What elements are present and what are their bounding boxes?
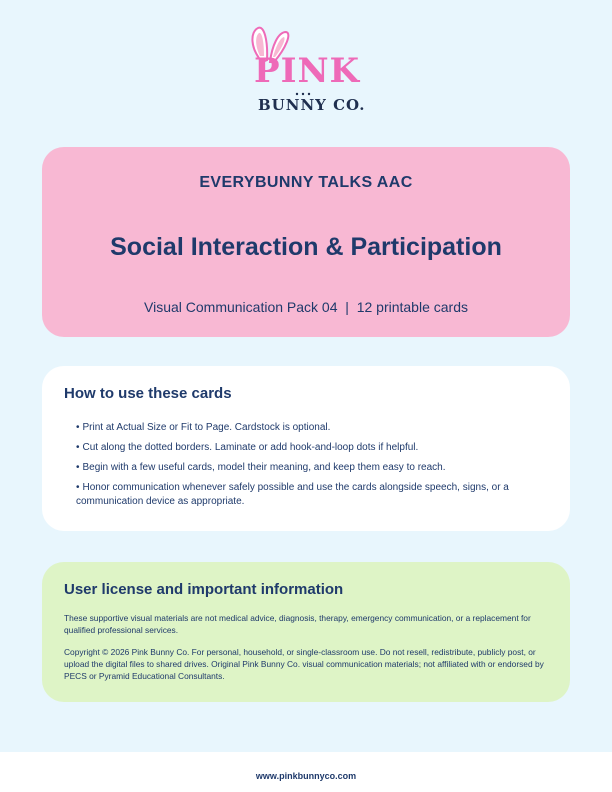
disclaimer-text: These supportive visual materials are not medical advice, diagnosis, therapy, emergency communication, or a replacement for qualified professional services. [64,613,531,635]
hero-banner [42,147,570,337]
website-link[interactable]: www.pinkbunnyco.com [255,771,357,781]
license-heading: User license and important information [64,581,344,598]
copyright-text: Copyright © 2026 Pink Bunny Co. For personal, household, or single-classroom use. Do not resell, redistribute, publicly post, or upload the digital files to shared drives. Original Pink Bunny Co. visual communication materials; not affiliated with or endorsed by PECS or Pyramid Educational Consultants. [64,647,544,681]
instructions-panel [42,366,570,531]
list-item: • Honor communication whenever safely possible and use the cards alongside speech, signs, or a communication device as appropriate. [76,482,509,507]
bullet-icon: • [76,422,80,433]
logo-subtitle: BUNNY CO. [258,96,366,114]
brand-logo [236,26,376,118]
logo-wordmark: PINK [254,51,361,91]
page-title: Social Interaction & Participation [110,233,502,261]
instructions-heading: How to use these cards [64,385,232,402]
license-panel [42,562,570,702]
bullet-icon: • [76,482,80,493]
list-item: • Begin with a few useful cards, model their meaning, and keep them easy to reach. [76,462,446,473]
instructions-list [76,421,546,515]
list-item: • Print at Actual Size or Fit to Page. Cardstock is optional. [76,422,331,433]
series-label: EVERYBUNNY TALKS AAC [199,174,413,191]
bullet-icon: • [76,462,80,473]
list-item: • Cut along the dotted borders. Laminate or add hook-and-loop dots if helpful. [76,442,419,453]
bullet-icon: • [76,442,80,453]
pack-subtitle: Visual Communication Pack 04 | 12 printable cards [144,299,468,315]
